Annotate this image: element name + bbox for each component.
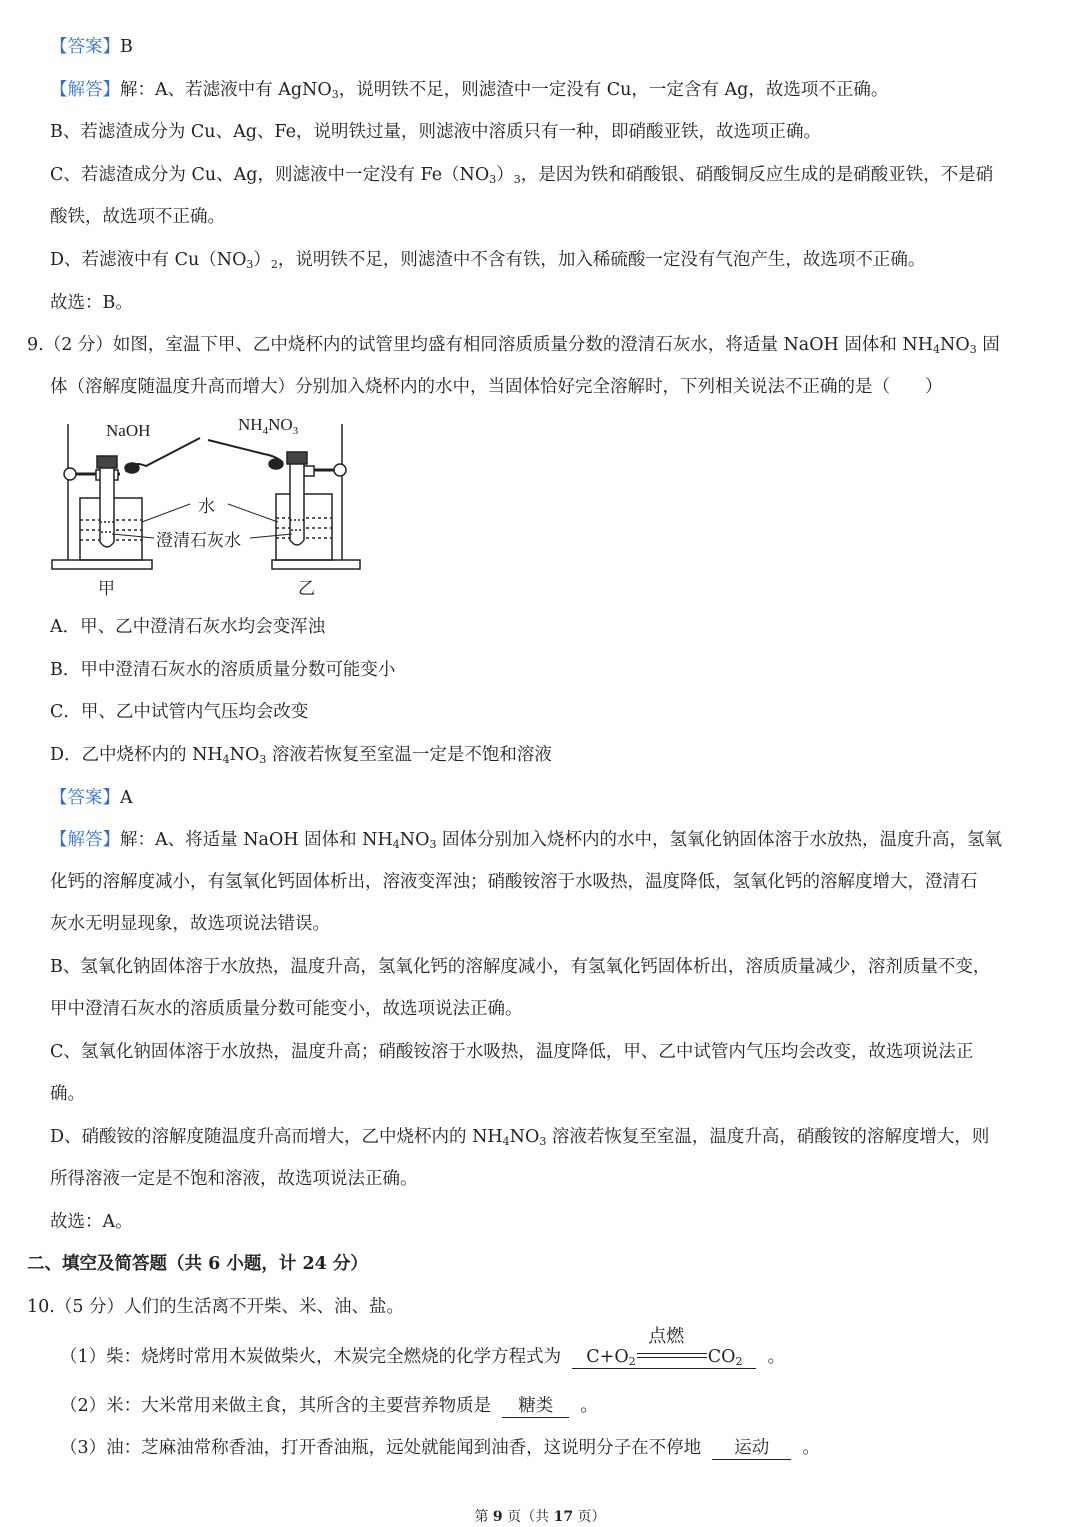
option-d: D．乙中烧杯内的 $NH_4NO_3$ 溶液若恢复至室温一定是不饱和溶液 <box>50 745 552 766</box>
option-b: B．甲中澄清石灰水的溶质质量分数可能变小 <box>50 660 396 680</box>
analysis-line-b: B、若滤渣成分为 Cu、Ag、Fe，说明铁过量，则滤液中溶质只有一种，即硝酸亚铁，故选项正确。 <box>50 122 821 142</box>
q9-analysis-c: C、氢氧化钠固体溶于水放热，温度升高；硝酸铵溶于水吸热，温度降低，甲、乙中试管内气压均会改变，故选项说法正 <box>50 1042 974 1062</box>
answer-blank-equation <box>572 1326 756 1369</box>
label-water: 水 <box>198 497 215 516</box>
analysis-line-c-cont: 酸铁，故选项不正确。 <box>50 207 225 227</box>
answer-value: B <box>120 37 133 57</box>
option-a: A．甲、乙中澄清石灰水均会变浑浊 <box>50 617 326 637</box>
choice-line-q9: 故选：A。 <box>50 1212 133 1232</box>
clamp-knob-jia <box>64 468 76 480</box>
q9-analysis-a-cont1: 化钙的溶解度减小，有氢氧化钙固体析出，溶液变浑浊；硝酸铵溶于水吸热，温度降低，氢氧化钙的溶解度增大，澄清石 <box>50 872 978 892</box>
page-number: 9 <box>492 1509 503 1525</box>
q9-stem-line2: 体（溶解度随温度升高而增大）分别加入烧杯内的水中，当固体恰好完全溶解时，下列相关说法不正确的是（ ） <box>50 377 943 397</box>
q10-stem: 10.（5 分）人们的生活离不开柴、米、油、盐。 <box>27 1297 405 1317</box>
label-jia: 甲 <box>98 579 115 598</box>
answer-value: A <box>120 788 133 808</box>
answer-line-q8 <box>50 35 133 59</box>
test-tube-yi <box>290 462 304 545</box>
clamp-knob-yi <box>334 464 346 476</box>
stand-base-jia <box>52 560 152 569</box>
section-title: 二、填空及简答题（共 6 小题，计 24 分） <box>27 1254 368 1274</box>
page-footer: 第 9 页（共 17 页） <box>474 1509 606 1525</box>
analysis-line-a: 【解答】解：A、若滤液中有 AgNO$_3$，说明铁不足，则滤渣中一定没有 Cu，一定含有 Ag，故选项不正确。 <box>50 80 889 101</box>
q9-analysis-a: 【解答】解：A、将适量 NaOH 固体和 $NH_4NO_3$ 固体分别加入烧杯内的水中，氢氧化钠固体溶于水放热，温度升高，氢氧 <box>50 830 1002 851</box>
analysis-tag: 【解答】 <box>50 830 120 850</box>
label-limewater: 澄清石灰水 <box>156 531 241 550</box>
answer-blank-nutrient: 糖类 <box>502 1395 569 1418</box>
reaction-condition: 点燃 <box>648 1326 685 1347</box>
leader-water-jia <box>142 504 190 522</box>
analysis-line-c: C、若滤渣成分为 Cu、Ag，则滤液中一定没有 $Fe(NO_3)_3$，是因为铁和硝酸银、硝酸铜反应生成的是硝酸亚铁，不是硝 <box>50 165 994 186</box>
label-nh4no3: $NH_4NO_3$ <box>238 415 299 437</box>
chemical-equation: $C+O_2$ 点燃 $CO_2$ <box>586 1326 743 1368</box>
experiment-figure <box>50 410 370 600</box>
answer-line-q9 <box>50 786 133 810</box>
analysis-tag: 【解答】 <box>50 80 120 100</box>
test-tube-jia <box>100 466 114 547</box>
q9-analysis-a-cont2: 灰水无明显现象，故选项说法错误。 <box>50 914 330 934</box>
stopper-yi <box>287 452 307 464</box>
q10-part1: （1）柴：烧烤时常用木炭做柴火，木炭完全燃烧的化学方程式为 $C+O_2$ 点燃 $CO_2$ 。 <box>60 1326 786 1368</box>
label-yi: 乙 <box>298 579 315 598</box>
page-total: 17 <box>553 1509 574 1525</box>
leader-lime-jia <box>112 534 154 538</box>
answer-tag: 【答案】 <box>50 788 120 808</box>
q9-analysis-b: B、氢氧化钠固体溶于水放热，温度升高，氢氧化钙的溶解度减小，有氢氧化钙固体析出，溶质质量减少，溶剂质量不变， <box>50 957 991 977</box>
analysis-line-d: D、若滤液中有 $Cu(NO_3)_2$，说明铁不足，则滤渣中不含有铁，加入稀硫酸一定没有气泡产生，故选项不正确。 <box>50 250 926 271</box>
option-c: C．甲、乙中试管内气压均会改变 <box>50 702 309 722</box>
choice-line-q8: 故选：B。 <box>50 293 133 313</box>
q9-analysis-d: D、硝酸铵的溶解度随温度升高而增大，乙中烧杯内的 $NH_4NO_3$ 溶液若恢复至室温，温度升高，硝酸铵的溶解度增大，则 <box>50 1127 990 1148</box>
answer-blank-motion: 运动 <box>712 1437 791 1460</box>
stopper-jia <box>97 456 117 468</box>
q9-stem-line1: 9.（2 分）如图，室温下甲、乙中烧杯内的试管里均盛有相同溶质质量分数的澄清石灰水，将适量 NaOH 固体和 $NH_4NO_3$ 固 <box>27 335 1000 356</box>
q9-analysis-c-cont: 确。 <box>50 1084 85 1104</box>
q10-part3: （3）油：芝麻油常称香油，打开香油瓶，远处就能闻到油香，这说明分子在不停地 运动 。 <box>60 1438 820 1458</box>
q10-part2: （2）米：大米常用来做主食，其所含的主要营养物质是 糖类 。 <box>60 1396 598 1416</box>
q9-analysis-d-cont: 所得溶液一定是不饱和溶液，故选项说法正确。 <box>50 1169 418 1189</box>
answer-tag: 【答案】 <box>50 37 120 57</box>
spoon-yi <box>208 440 282 462</box>
stand-base-yi <box>272 560 360 569</box>
q9-analysis-b-cont: 甲中澄清石灰水的溶质质量分数可能变小，故选项说法正确。 <box>50 999 523 1019</box>
label-naoh: NaOH <box>106 421 151 440</box>
reaction-sign <box>637 1353 707 1358</box>
leader-water-yi <box>228 504 278 522</box>
leader-lime-yi <box>250 534 292 538</box>
